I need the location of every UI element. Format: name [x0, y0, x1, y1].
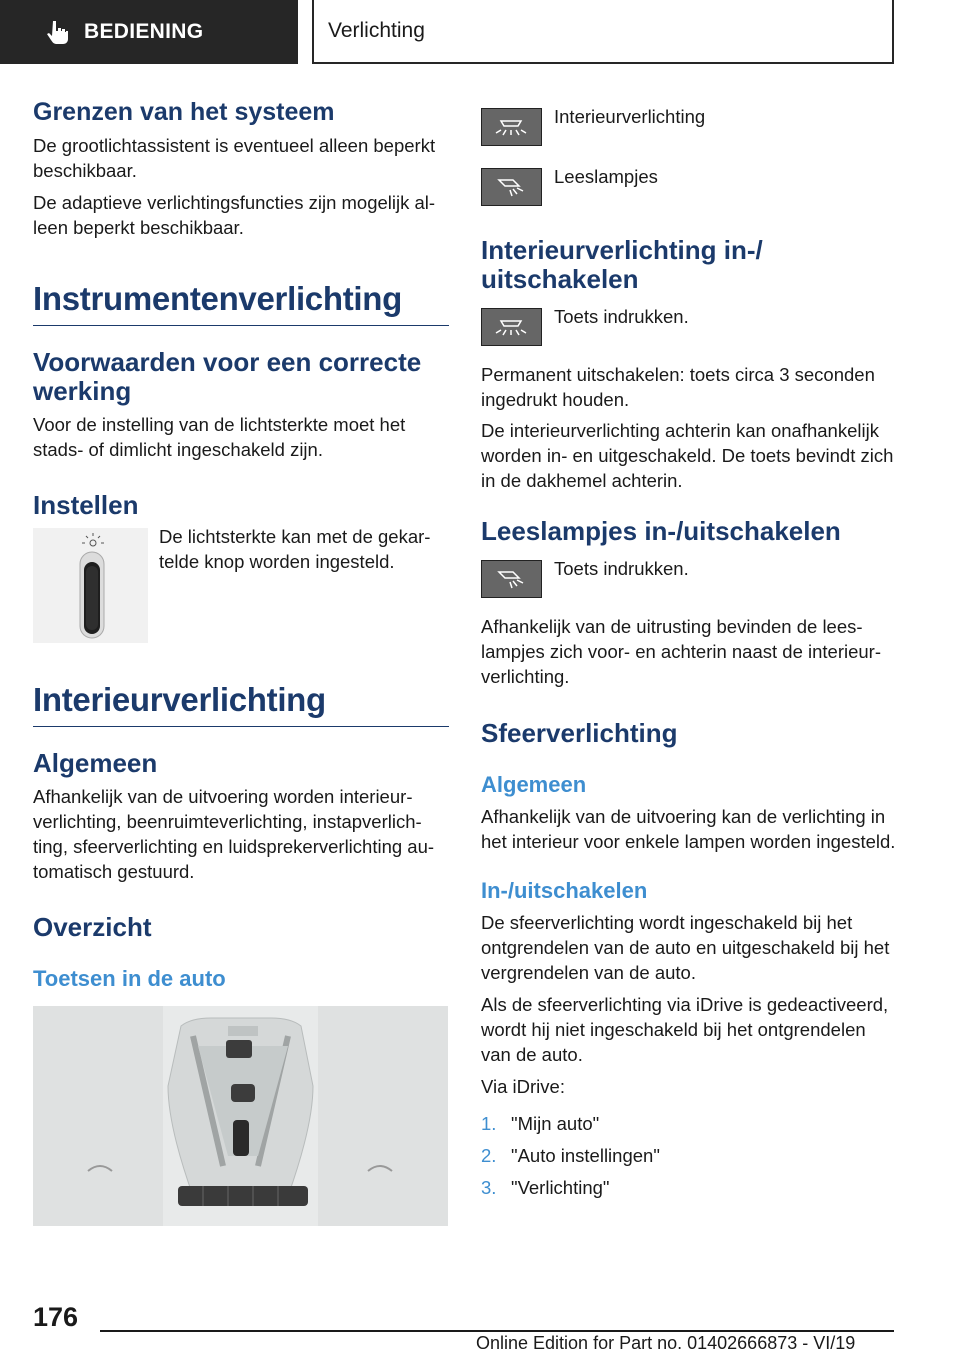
key-legend-dome	[481, 108, 897, 146]
heading-instellen: Instellen	[33, 490, 139, 520]
permanent-paragraph: Permanent uitschakelen: toets circa 3 seconden ingedrukt houden.	[481, 364, 875, 410]
heading-instrumentenverlichting: Instrumentenverlichting	[33, 280, 449, 326]
list-item: 3. "Verlichting"	[481, 1177, 610, 1198]
dome-light-icon	[481, 308, 542, 346]
section-tab	[0, 0, 298, 64]
press-text-2: Toets indrukken.	[554, 558, 689, 579]
heading-interieurverlichting: Interieurverlichting	[33, 681, 449, 727]
heading-toetsen: Toetsen in de auto	[33, 966, 226, 991]
heading-overzicht: Overzicht	[33, 912, 152, 942]
reading-light-icon	[481, 168, 542, 206]
heading-interieur-inuit: Interieurverlichting in-/ uitschakelen	[481, 235, 763, 294]
footer-divider	[100, 1330, 894, 1332]
heading-algemeen: Algemeen	[33, 748, 158, 778]
section-label: BEDIENING	[84, 20, 204, 43]
key1-label: Interieurverlichting	[554, 106, 706, 127]
heading-sfeerverlichting: Sfeerverlichting	[481, 718, 678, 748]
heading-grenzen: Grenzen van het systeem	[33, 98, 335, 126]
page-number: 176	[33, 1302, 79, 1332]
edition-text: Online Edition for Part no. 01402666873 - VI/19	[476, 1333, 856, 1353]
inuit-paragraph-2: Als de sfeerverlichting via iDrive is gedeactiveerd, wordt hij niet ingeschakeld bij het ontgrendelen van de auto.	[481, 994, 889, 1065]
right-column	[481, 108, 897, 1207]
leeslampjes-paragraph: Afhankelijk van de uitrusting bevinden de leeslampjes zich voor- en achterin naast de interieurverlichting.	[481, 616, 882, 687]
list-item: 1. "Mijn auto"	[481, 1113, 600, 1134]
reading-light-icon	[481, 560, 542, 598]
press-text-1: Toets indrukken.	[554, 306, 689, 327]
left-column	[33, 98, 449, 1226]
dimmer-knob-image	[33, 528, 148, 643]
instellen-block	[33, 528, 449, 643]
voorwaarden-paragraph: Voor de instelling van de lichtsterkte moet het stads- of dimlicht ingeschakeld zijn.	[33, 414, 406, 460]
achterin-paragraph: De interieurverlichting achterin kan onafhankelijk worden in- en uitgeschakeld. De toets bevindt zich in de dakhemel achterin.	[481, 420, 894, 491]
key-press-dome	[481, 308, 897, 346]
chapter-tab	[312, 0, 894, 64]
inuit-paragraph-1: De sfeerverlichting wordt ingeschakeld bij het ontgrendelen van de auto en uitgeschakeld bij het vergrendelen van de auto.	[481, 912, 890, 983]
heading-voorwaarden: Voorwaarden voor een correcte werking	[33, 347, 422, 406]
hand-pointer-icon	[44, 19, 70, 45]
sfeer-algemeen-paragraph: Afhankelijk van de uitvoering kan de verlichting in het interieur voor enkele lampen worden ingesteld.	[481, 806, 896, 852]
key2-label: Leeslampjes	[554, 166, 658, 187]
roof-console-image	[33, 1006, 448, 1226]
grenzen-paragraph-1: De grootlichtassistent is eventueel alleen beperkt beschikbaar.	[33, 135, 436, 181]
algemeen-paragraph: Afhankelijk van de uitvoering worden interieurverlichting, beenruimteverlichting, instapverlichting, sfeerverlichting en luidsprekerverlichting automatisch gestuurd.	[33, 786, 435, 882]
key-legend-reading	[481, 168, 897, 206]
idrive-steps	[481, 1111, 897, 1200]
heading-leeslampjes: Leeslampjes in-/uitschakelen	[481, 516, 841, 546]
heading-inuit: In-/uitschakelen	[481, 878, 648, 903]
key-press-reading	[481, 560, 897, 598]
list-item: 2. "Auto instellingen"	[481, 1145, 660, 1166]
chapter-label: Verlichting	[328, 19, 425, 42]
grenzen-paragraph-2: De adaptieve verlichtingsfuncties zijn mogelijk alleen beperkt beschikbaar.	[33, 192, 436, 238]
heading-sfeer-algemeen: Algemeen	[481, 772, 587, 797]
via-idrive: Via iDrive:	[481, 1076, 565, 1097]
dome-light-icon	[481, 108, 542, 146]
instellen-paragraph: De lichtsterkte kan met de gekartelde knop worden ingesteld.	[159, 526, 431, 572]
